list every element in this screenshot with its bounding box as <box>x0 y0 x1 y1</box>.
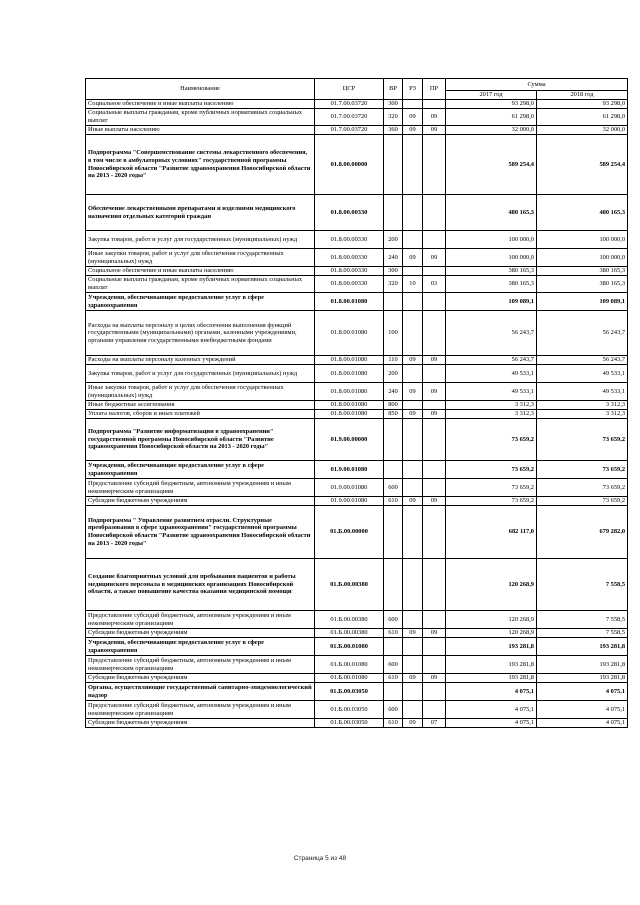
cell-vr: 610 <box>384 719 403 728</box>
cell-sum-2018: 73 659,2 <box>537 479 628 497</box>
cell-sum-2018: 380 165,3 <box>537 276 628 293</box>
cell-pr <box>423 267 446 276</box>
cell-pr <box>423 293 446 311</box>
table-row <box>86 419 628 461</box>
cell-rz <box>403 401 423 410</box>
cell-rz <box>403 293 423 311</box>
cell-sum-2017: 120 268,9 <box>446 629 537 638</box>
cell-sum-2018: 56 243,7 <box>537 356 628 365</box>
cell-sum-2018: 193 281,8 <box>537 656 628 674</box>
cell-name: Субсидии бюджетным учреждениям <box>86 674 315 683</box>
cell-sum-2017: 56 243,7 <box>446 311 537 356</box>
cell-vr: 800 <box>384 401 403 410</box>
cell-name: Иные закупки товаров, работ и услуг для обеспечения государственных (муниципальных) нужд <box>86 249 315 267</box>
cell-sum-2017: 109 089,1 <box>446 293 537 311</box>
cell-name: Расходы на выплаты персоналу в целях обеспечения выполнения функций государственными (муниципальными) органами, казенными учреждениями, органами управления государственными внебюджетными фондами <box>86 311 315 356</box>
cell-name: Учреждения, обеспечивающие предоставление услуг в сфере здравоохранения <box>86 293 315 311</box>
cell-csr: 01.Б.00.01080 <box>315 638 384 656</box>
cell-pr <box>423 195 446 231</box>
cell-csr: 01.9.00.01080 <box>315 497 384 506</box>
cell-pr <box>423 611 446 629</box>
cell-sum-2017: 32 000,0 <box>446 126 537 135</box>
cell-csr: 01.Б.00.03050 <box>315 701 384 719</box>
table-row <box>86 479 628 497</box>
cell-rz <box>403 479 423 497</box>
cell-vr: 300 <box>384 267 403 276</box>
cell-sum-2017: 4 075,1 <box>446 683 537 701</box>
cell-rz: 09 <box>403 126 423 135</box>
cell-csr: 01.8.00.01080 <box>315 401 384 410</box>
table-row <box>86 638 628 656</box>
cell-sum-2018: 380 165,3 <box>537 267 628 276</box>
cell-sum-2018: 100 000,0 <box>537 231 628 249</box>
table-row <box>86 100 628 109</box>
cell-rz <box>403 365 423 383</box>
cell-pr: 09 <box>423 410 446 419</box>
cell-pr <box>423 100 446 109</box>
cell-rz <box>403 267 423 276</box>
cell-vr <box>384 506 403 559</box>
table-row <box>86 559 628 611</box>
cell-name: Уплата налогов, сборов и иных платежей <box>86 410 315 419</box>
table-row <box>86 267 628 276</box>
header-sum: Сумма <box>446 79 628 91</box>
table-row <box>86 126 628 135</box>
cell-sum-2018: 3 312,3 <box>537 410 628 419</box>
table-row <box>86 656 628 674</box>
table-row <box>86 410 628 419</box>
cell-vr: 100 <box>384 311 403 356</box>
table-row <box>86 674 628 683</box>
cell-rz: 09 <box>403 383 423 401</box>
cell-vr: 110 <box>384 356 403 365</box>
cell-name: Учреждения, обеспечивающие предоставление услуг в сфере здравоохранения <box>86 461 315 479</box>
cell-vr: 600 <box>384 656 403 674</box>
header-rz: РЗ <box>403 79 423 100</box>
cell-sum-2017: 49 533,1 <box>446 383 537 401</box>
cell-csr: 01.9.00.01080 <box>315 479 384 497</box>
cell-vr: 200 <box>384 231 403 249</box>
table-row <box>86 249 628 267</box>
cell-vr: 300 <box>384 100 403 109</box>
cell-sum-2018: 3 312,3 <box>537 401 628 410</box>
table-row <box>86 109 628 126</box>
cell-csr: 01.8.00.01080 <box>315 356 384 365</box>
cell-sum-2017: 100 000,0 <box>446 249 537 267</box>
cell-rz <box>403 701 423 719</box>
cell-csr: 01.Б.00.00380 <box>315 611 384 629</box>
cell-rz <box>403 656 423 674</box>
cell-sum-2017: 3 312,3 <box>446 401 537 410</box>
cell-vr: 610 <box>384 674 403 683</box>
table-row <box>86 611 628 629</box>
cell-name: Закупка товаров, работ и услуг для государственных (муниципальных) нужд <box>86 231 315 249</box>
cell-pr: 09 <box>423 356 446 365</box>
cell-sum-2018: 193 281,8 <box>537 674 628 683</box>
table-row <box>86 506 628 559</box>
cell-sum-2018: 49 533,1 <box>537 383 628 401</box>
table-row <box>86 383 628 401</box>
cell-sum-2017: 73 659,2 <box>446 479 537 497</box>
cell-name: Социальные выплаты гражданам, кроме публичных нормативных социальных выплат <box>86 109 315 126</box>
cell-vr: 600 <box>384 701 403 719</box>
cell-pr <box>423 365 446 383</box>
cell-rz <box>403 195 423 231</box>
table-row <box>86 356 628 365</box>
cell-rz: 10 <box>403 276 423 293</box>
cell-vr <box>384 135 403 195</box>
table-row <box>86 195 628 231</box>
cell-name: Социальные выплаты гражданам, кроме публичных нормативных социальных выплат <box>86 276 315 293</box>
cell-name: Иные бюджетные ассигнования <box>86 401 315 410</box>
cell-csr: 01.8.00.00330 <box>315 195 384 231</box>
cell-name: Закупка товаров, работ и услуг для государственных (муниципальных) нужд <box>86 365 315 383</box>
table-row <box>86 311 628 356</box>
cell-pr <box>423 479 446 497</box>
cell-pr <box>423 701 446 719</box>
cell-sum-2017: 4 075,1 <box>446 719 537 728</box>
cell-pr <box>423 656 446 674</box>
cell-name: Подпрограмма " Управление развитием отрасли. Структурные преобразования в сфере здравоохранения" государственной программы Новосибирской области "Развитие здравоохранения Новосибирской области на 2013 - 2020 годы" <box>86 506 315 559</box>
cell-vr <box>384 461 403 479</box>
table-row <box>86 461 628 479</box>
cell-csr: 01.Б.00.00380 <box>315 629 384 638</box>
table-row <box>86 719 628 728</box>
cell-csr: 01.7.00.03720 <box>315 100 384 109</box>
cell-sum-2017: 193 281,8 <box>446 638 537 656</box>
cell-csr: 01.8.00.01080 <box>315 383 384 401</box>
table-row <box>86 276 628 293</box>
cell-pr <box>423 638 446 656</box>
header-vr: ВР <box>384 79 403 100</box>
cell-name: Предоставление субсидий бюджетным, автономным учреждениям и иным некоммерческим организациям <box>86 611 315 629</box>
cell-rz: 09 <box>403 249 423 267</box>
cell-rz <box>403 461 423 479</box>
cell-rz <box>403 683 423 701</box>
cell-pr <box>423 559 446 611</box>
cell-sum-2018: 73 659,2 <box>537 461 628 479</box>
cell-csr: 01.9.00.01080 <box>315 461 384 479</box>
cell-sum-2018: 480 165,3 <box>537 195 628 231</box>
cell-rz: 09 <box>403 629 423 638</box>
cell-rz <box>403 419 423 461</box>
table-row <box>86 497 628 506</box>
cell-sum-2018: 100 000,0 <box>537 249 628 267</box>
cell-name: Предоставление субсидий бюджетным, автономным учреждениям и иным некоммерческим организациям <box>86 701 315 719</box>
cell-name: Создание благоприятных условий для пребывания пациентов и работы медицинского персонала в медицинских организациях Новосибирской области, а также повышение качества оказания медицинской помощи <box>86 559 315 611</box>
cell-sum-2017: 93 298,0 <box>446 100 537 109</box>
table-row <box>86 293 628 311</box>
cell-name: Учреждения, обеспечивающие предоставление услуг в сфере здравоохранения <box>86 638 315 656</box>
table-row <box>86 701 628 719</box>
cell-csr: 01.Б.00.01080 <box>315 674 384 683</box>
cell-vr: 600 <box>384 611 403 629</box>
cell-csr: 01.Б.00.01080 <box>315 656 384 674</box>
cell-rz <box>403 231 423 249</box>
cell-csr: 01.8.00.00330 <box>315 276 384 293</box>
page-number: Страница 5 из 48 <box>293 855 347 862</box>
cell-rz: 09 <box>403 719 423 728</box>
cell-sum-2018: 109 089,1 <box>537 293 628 311</box>
cell-pr: 03 <box>423 276 446 293</box>
cell-sum-2017: 193 281,8 <box>446 674 537 683</box>
cell-rz <box>403 559 423 611</box>
cell-sum-2018: 4 075,1 <box>537 701 628 719</box>
cell-name: Социальное обеспечение и иные выплаты населению <box>86 100 315 109</box>
cell-pr <box>423 419 446 461</box>
table-header <box>86 79 628 100</box>
cell-name: Социальное обеспечение и иные выплаты населению <box>86 267 315 276</box>
cell-sum-2018: 193 281,8 <box>537 638 628 656</box>
cell-sum-2018: 589 254,4 <box>537 135 628 195</box>
cell-csr: 01.Б.00.03050 <box>315 683 384 701</box>
cell-name: Органы, осуществляющие государственный санитарно-эпидемиологический надзор <box>86 683 315 701</box>
cell-rz: 09 <box>403 497 423 506</box>
table-row <box>86 231 628 249</box>
table-row <box>86 683 628 701</box>
cell-rz: 09 <box>403 410 423 419</box>
cell-vr <box>384 293 403 311</box>
cell-pr <box>423 461 446 479</box>
cell-csr: 01.7.00.03720 <box>315 126 384 135</box>
cell-csr: 01.8.00.01080 <box>315 410 384 419</box>
budget-table <box>85 78 628 728</box>
cell-sum-2017: 73 659,2 <box>446 419 537 461</box>
cell-rz <box>403 611 423 629</box>
cell-sum-2017: 380 165,3 <box>446 276 537 293</box>
cell-csr: 01.8.00.01080 <box>315 365 384 383</box>
header-csr: ЦСР <box>315 79 384 100</box>
cell-sum-2018: 32 000,0 <box>537 126 628 135</box>
cell-vr: 610 <box>384 497 403 506</box>
cell-name: Иные закупки товаров, работ и услуг для обеспечения государственных (муниципальных) нужд <box>86 383 315 401</box>
cell-rz: 09 <box>403 356 423 365</box>
cell-csr: 01.Б.00.03050 <box>315 719 384 728</box>
cell-sum-2017: 589 254,4 <box>446 135 537 195</box>
cell-rz <box>403 638 423 656</box>
table-row <box>86 629 628 638</box>
cell-csr: 01.Б.00.00380 <box>315 559 384 611</box>
cell-name: Обеспечение лекарственными препаратами и изделиями медицинского назначения отдельных категорий граждан <box>86 195 315 231</box>
cell-name: Предоставление субсидий бюджетным, автономным учреждениям и иным некоммерческим организациям <box>86 656 315 674</box>
cell-name: Предоставление субсидий бюджетным, автономным учреждениям и иным некоммерческим организациям <box>86 479 315 497</box>
cell-name: Субсидии бюджетным учреждениям <box>86 719 315 728</box>
cell-csr: 01.8.00.01080 <box>315 311 384 356</box>
header-name: Наименование <box>86 79 315 100</box>
table-row <box>86 401 628 410</box>
cell-vr: 360 <box>384 126 403 135</box>
cell-sum-2017: 480 165,3 <box>446 195 537 231</box>
cell-sum-2017: 380 165,3 <box>446 267 537 276</box>
cell-pr <box>423 401 446 410</box>
cell-pr: 09 <box>423 126 446 135</box>
cell-pr <box>423 231 446 249</box>
cell-pr: 09 <box>423 497 446 506</box>
cell-name: Расходы на выплаты персоналу казенных учреждений <box>86 356 315 365</box>
table-body <box>86 100 628 728</box>
cell-sum-2017: 120 268,9 <box>446 559 537 611</box>
cell-pr: 09 <box>423 674 446 683</box>
cell-rz: 09 <box>403 674 423 683</box>
cell-sum-2018: 679 282,0 <box>537 506 628 559</box>
cell-sum-2018: 4 075,1 <box>537 683 628 701</box>
cell-vr <box>384 195 403 231</box>
cell-pr: 09 <box>423 249 446 267</box>
cell-sum-2018: 7 558,5 <box>537 629 628 638</box>
cell-name: Субсидии бюджетным учреждениям <box>86 497 315 506</box>
cell-sum-2017: 193 281,8 <box>446 656 537 674</box>
cell-rz <box>403 135 423 195</box>
cell-pr: 07 <box>423 719 446 728</box>
cell-vr <box>384 419 403 461</box>
cell-sum-2017: 4 075,1 <box>446 701 537 719</box>
cell-csr: 01.8.00.01080 <box>315 293 384 311</box>
cell-vr: 850 <box>384 410 403 419</box>
cell-sum-2017: 56 243,7 <box>446 356 537 365</box>
cell-name: Субсидии бюджетным учреждениям <box>86 629 315 638</box>
cell-vr: 240 <box>384 383 403 401</box>
cell-csr: 01.8.00.00330 <box>315 231 384 249</box>
cell-pr: 09 <box>423 629 446 638</box>
cell-sum-2018: 73 659,2 <box>537 497 628 506</box>
header-year-2017: 2017 год <box>446 91 537 100</box>
header-year-2018: 2018 год <box>537 91 628 100</box>
table-row <box>86 135 628 195</box>
cell-csr: 01.Б.00.00000 <box>315 506 384 559</box>
table-row <box>86 365 628 383</box>
cell-csr: 01.8.00.00330 <box>315 267 384 276</box>
cell-sum-2017: 49 533,1 <box>446 365 537 383</box>
cell-name: Подпрограмма "Развитие информатизации в здравоохранении" государственной программы Новосибирской области "Развитие здравоохранения Новосибирской области на 2013 - 2020 годы" <box>86 419 315 461</box>
cell-sum-2017: 73 659,2 <box>446 497 537 506</box>
cell-vr: 600 <box>384 479 403 497</box>
cell-pr: 09 <box>423 109 446 126</box>
cell-rz <box>403 506 423 559</box>
cell-pr <box>423 135 446 195</box>
cell-sum-2017: 682 117,0 <box>446 506 537 559</box>
cell-pr: 09 <box>423 383 446 401</box>
cell-sum-2018: 56 243,7 <box>537 311 628 356</box>
cell-rz <box>403 311 423 356</box>
cell-sum-2017: 73 659,2 <box>446 461 537 479</box>
cell-sum-2018: 61 298,0 <box>537 109 628 126</box>
cell-vr: 240 <box>384 249 403 267</box>
cell-vr: 320 <box>384 109 403 126</box>
cell-vr: 320 <box>384 276 403 293</box>
cell-pr <box>423 506 446 559</box>
header-pr: ПР <box>423 79 446 100</box>
cell-pr <box>423 311 446 356</box>
cell-vr <box>384 683 403 701</box>
cell-sum-2017: 100 000,0 <box>446 231 537 249</box>
cell-csr: 01.9.00.00000 <box>315 419 384 461</box>
cell-sum-2017: 120 268,9 <box>446 611 537 629</box>
cell-sum-2018: 73 659,2 <box>537 419 628 461</box>
cell-pr <box>423 683 446 701</box>
cell-vr: 610 <box>384 629 403 638</box>
cell-sum-2017: 61 298,0 <box>446 109 537 126</box>
cell-csr: 01.8.00.00330 <box>315 249 384 267</box>
cell-sum-2018: 7 558,5 <box>537 559 628 611</box>
cell-rz <box>403 100 423 109</box>
cell-sum-2018: 4 075,1 <box>537 719 628 728</box>
cell-sum-2018: 49 533,1 <box>537 365 628 383</box>
cell-sum-2018: 93 298,0 <box>537 100 628 109</box>
cell-sum-2017: 3 312,3 <box>446 410 537 419</box>
cell-name: Подпрограмма "Совершенствование системы лекарственного обеспечения, в том числе в амбулаторных условиях" государственной программы Новосибирской области "Развитие здравоохранения Новосибирской области на 2013 - 2020 годы" <box>86 135 315 195</box>
cell-name: Иные выплаты населению <box>86 126 315 135</box>
cell-csr: 01.8.00.00000 <box>315 135 384 195</box>
cell-sum-2018: 7 558,5 <box>537 611 628 629</box>
cell-vr: 200 <box>384 365 403 383</box>
cell-csr: 01.7.00.03720 <box>315 109 384 126</box>
cell-rz: 09 <box>403 109 423 126</box>
cell-vr <box>384 638 403 656</box>
cell-vr <box>384 559 403 611</box>
